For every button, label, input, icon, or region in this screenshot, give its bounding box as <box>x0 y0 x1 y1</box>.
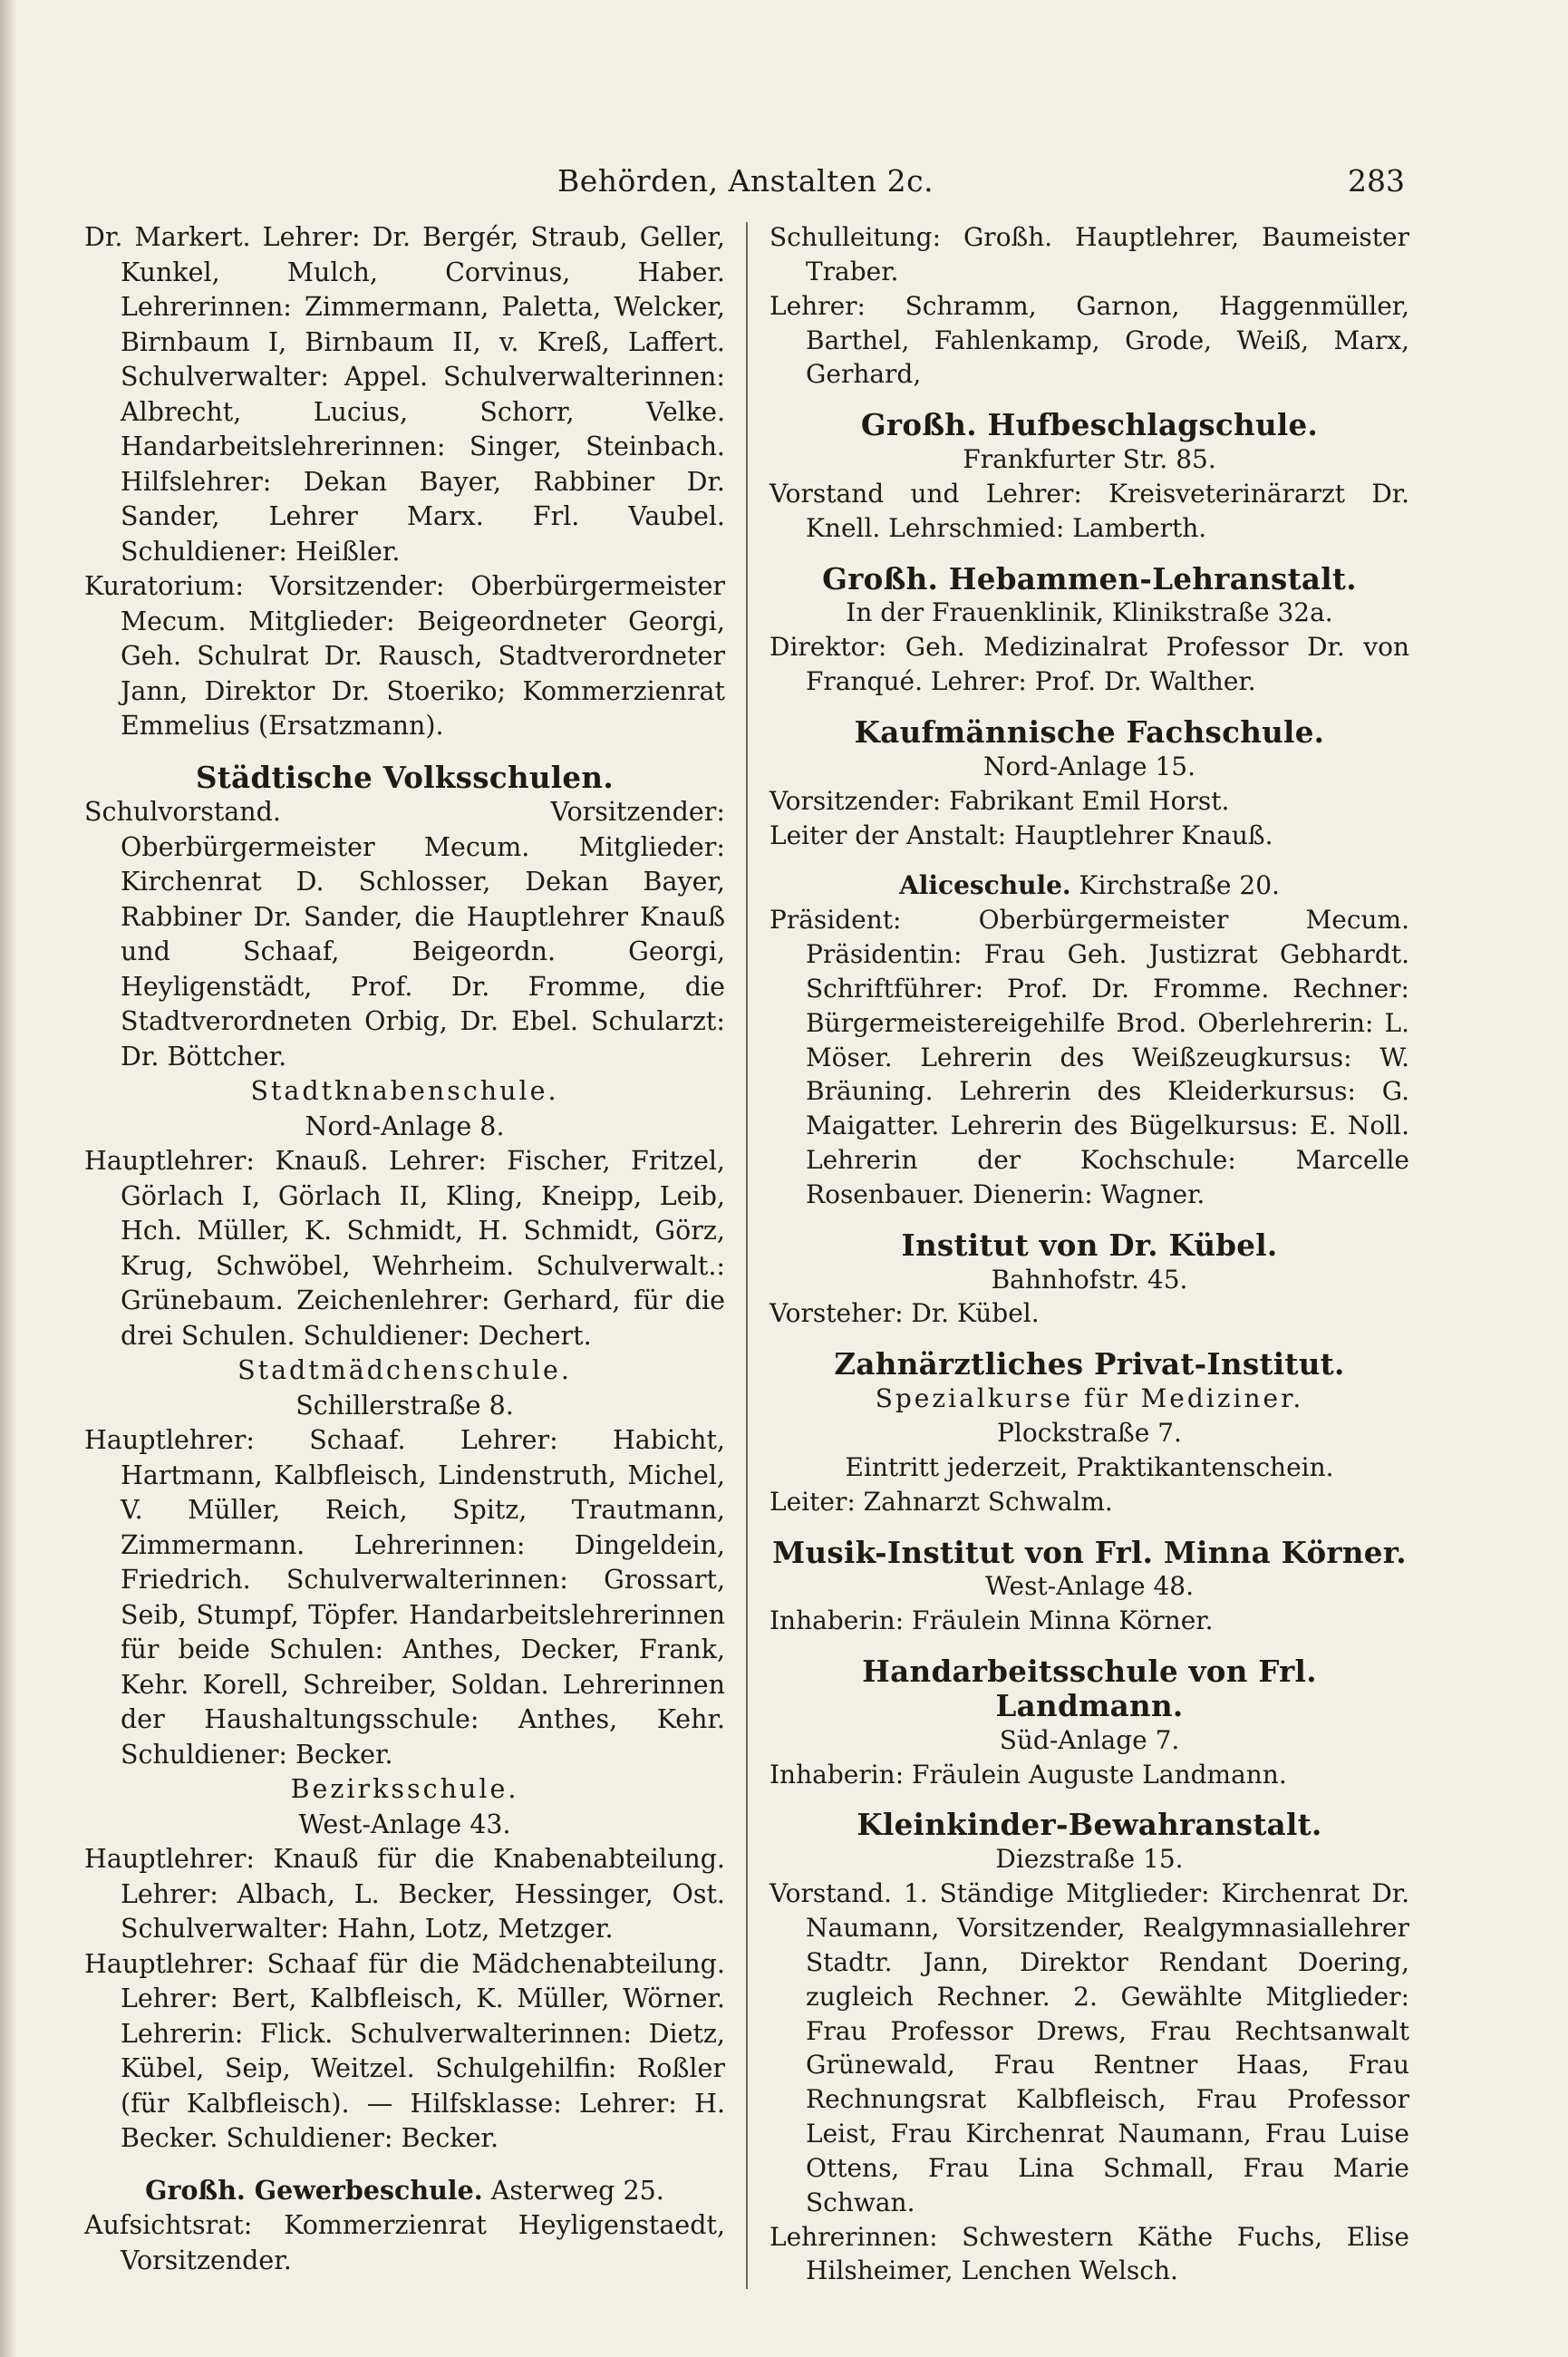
page-number: 283 <box>1348 163 1405 199</box>
entry-paragraph: Vorsitzender: Fabrikant Emil Horst. <box>769 785 1230 816</box>
section-heading: Kaufmännische Fachschule. <box>854 713 1325 750</box>
entry-paragraph: Dr. Markert. Lehrer: Dr. Bergér, Straub, Geller, Kunkel, Mulch, Corvinus, Haber. Lehrerinnen: Zimmermann, Paletta, Welcker, Birnbaum I, Birnbaum II, v. Kreß, Laffert. Schulverwalter: Appel. Schulverwalterinnen: Albrecht, Lucius, Schorr, Velke. Handarbeitslehrerinnen: Singer, Steinbach. Hilfslehrer: Dekan Bayer, Rabbiner Dr. Sander, Lehrer Marx. Frl. Vaubel. Schuldiener: Heißler. <box>84 222 725 567</box>
address-line: Eintritt jederzeit, Praktikantenschein. <box>845 1451 1334 1482</box>
address-line: Asterweg 25. <box>482 2175 664 2206</box>
entry-paragraph: Hauptlehrer: Knauß für die Knabenabteilung. Lehrer: Albach, L. Becker, Hessinger, Ost. Schulverwalter: Hahn, Lotz, Metzger. <box>84 1844 725 1944</box>
section-heading: Handarbeitsschule von Frl. Landmann. <box>862 1654 1317 1723</box>
section-heading-with-address <box>84 2173 725 2209</box>
address-line: West-Anlage 48. <box>985 1571 1194 1602</box>
entry-paragraph: Vorstand. 1. Ständige Mitglieder: Kirchenrat Dr. Naumann, Vorsitzender, Realgymnasiallehrer Stadtr. Jann, Direktor Rendant Doering, zugleich Rechner. 2. Gewählte Mitglieder: Frau Professor Drews, Frau Rechtsanwalt Grünewald, Frau Rentner Haas, Frau Rechnungsrat Kalbfleisch, Frau Professor Leist, Frau Kirchenrat Naumann, Frau Luise Ottens, Frau Lina Schmall, Frau Marie Schwan. <box>769 1878 1409 2217</box>
entry-paragraph: Präsident: Oberbürgermeister Mecum. Präsidentin: Frau Geh. Justizrat Gebhardt. Schriftführer: Prof. Dr. Fromme. Rechner: Bürgermeistereigehilfe Brod. Oberlehrerin: L. Möser. Lehrerin des Weißzeugkursus: W. Bräuning. Lehrerin des Kleiderkursus: G. Maigatter. Lehrerin des Bügelkursus: E. Noll. Lehrerin der Kochschule: Marcelle Rosenbauer. Dienerin: Wagner. <box>769 905 1409 1209</box>
section-heading: Zahnärztliches Privat-Institut. <box>834 1346 1345 1382</box>
address-line: Nord-Anlage 15. <box>983 751 1195 781</box>
entry-paragraph: Lehrerinnen: Schwestern Käthe Fuchs, Elise Hilsheimer, Lenchen Welsch. <box>769 2221 1409 2286</box>
address-line: Kirchstraße 20. <box>1070 870 1280 901</box>
section-heading: Großh. Hufbeschlagschule. <box>860 407 1319 443</box>
entry-paragraph: Vorsteher: Dr. Kübel. <box>769 1298 1040 1329</box>
subsection-title: Stadtmädchenschule. <box>237 1355 572 1385</box>
section-heading: Großh. Hebammen-Lehranstalt. <box>822 560 1357 597</box>
address-line: Nord-Anlage 8. <box>305 1111 505 1141</box>
entry-paragraph: Leiter der Anstalt: Hauptlehrer Knauß. <box>769 820 1273 850</box>
entry-paragraph: Hauptlehrer: Schaaf. Lehrer: Habicht, Hartmann, Kalbfleisch, Lindenstruth, Michel, V. Müller, Reich, Spitz, Trautmann, Zimmermann. Lehrerinnen: Dingeldein, Friedrich. Schulverwalterinnen: Grossart, Seib, Stumpf, Töpfer. Handarbeitslehrerinnen für beide Schulen: Anthes, Decker, Frank, Kehr. Korell, Schreiber, Soldan. Lehrerinnen der Haushaltungsschule: Anthes, Kehr. Schuldiener: Becker. <box>84 1425 725 1770</box>
entry-paragraph: Schulleitung: Großh. Hauptlehrer, Baumeister Traber. <box>769 222 1409 286</box>
left-column <box>84 220 725 2278</box>
entry-paragraph: Vorstand und Lehrer: Kreisveterinärarzt Dr. Knell. Lehrschmied: Lamberth. <box>769 478 1409 543</box>
entry-paragraph: Hauptlehrer: Schaaf für die Mädchenabteilung. Lehrer: Bert, Kalbfleisch, K. Müller, Wörner. Lehrerin: Flick. Schulverwalterinnen: Dietz, Kübel, Seip, Weitzel. Schulgehilfin: Roßler (für Kalbfleisch). — Hilfsklasse: Lehrer: H. Becker. Schuldiener: Becker. <box>84 1948 725 2153</box>
address-line: Süd-Anlage 7. <box>999 1724 1180 1755</box>
section-heading: Musik-Institut von Frl. Minna Körner. <box>772 1534 1407 1570</box>
section-heading: Städtische Volksschulen. <box>196 759 614 795</box>
section-heading-with-address <box>769 868 1409 903</box>
column-divider <box>746 222 748 2289</box>
address-line: Bahnhofstr. 45. <box>991 1264 1188 1295</box>
subsection-title: Bezirksschule. <box>290 1774 519 1804</box>
entry-paragraph: Aufsichtsrat: Kommerzienrat Heyligenstaedt, Vorsitzender. <box>84 2210 725 2275</box>
entry-paragraph: Inhaberin: Fräulein Auguste Landmann. <box>769 1759 1287 1790</box>
section-heading: Aliceschule. <box>899 870 1071 901</box>
page-binding-shadow <box>0 0 16 2357</box>
running-title: Behörden, Anstalten 2c. <box>557 163 934 199</box>
address-line: Plockstraße 7. <box>997 1418 1182 1448</box>
entry-paragraph: Schulvorstand. Vorsitzender: Oberbürgermeister Mecum. Mitglieder: Kirchenrat D. Schlosser, Dekan Bayer, Rabbiner Dr. Sander, die Hauptlehrer Knauß und Schaaf, Beigeordn. Georgi, Heyligenstädt, Prof. Dr. Fromme, die Stadtverordneten Orbig, Dr. Ebel. Schularzt: Dr. Böttcher. <box>84 797 725 1072</box>
entry-paragraph: Lehrer: Schramm, Garnon, Haggenmüller, Barthel, Fahlenkamp, Grode, Weiß, Marx, Gerhard, <box>769 290 1409 390</box>
entry-paragraph: Hauptlehrer: Knauß. Lehrer: Fischer, Fritzel, Görlach I, Görlach II, Kling, Kneipp, Leib, Hch. Müller, K. Schmidt, H. Schmidt, Görz, Krug, Schwöbel, Wehrheim. Schulverwalt.: Grünebaum. Zeichenlehrer: Gerhard, für die drei Schulen. Schuldiener: Dechert. <box>84 1146 725 1351</box>
subsection-title: Stadtknabenschule. <box>250 1076 559 1106</box>
section-heading: Institut von Dr. Kübel. <box>901 1227 1278 1263</box>
entry-paragraph: Leiter: Zahnarzt Schwalm. <box>769 1486 1113 1517</box>
address-line: West-Anlage 43. <box>298 1809 511 1839</box>
address-line: Diezstraße 15. <box>995 1844 1184 1875</box>
entry-paragraph: Inhaberin: Fräulein Minna Körner. <box>769 1605 1214 1636</box>
address-line: In der Frauenklinik, Klinikstraße 32a. <box>846 597 1333 628</box>
entry-paragraph: Kuratorium: Vorsitzender: Oberbürgermeister Mecum. Mitglieder: Beigeordneter Georgi, Geh. Schulrat Dr. Rausch, Stadtverordneter Jann, Direktor Dr. Stoeriko; Kommerzienrat Emmelius (Ersatzmann). <box>84 571 725 741</box>
section-heading: Großh. Gewerbeschule. <box>145 2174 483 2206</box>
right-column <box>769 220 1409 2288</box>
address-line: Schillerstraße 8. <box>295 1390 514 1421</box>
running-head <box>0 163 1568 209</box>
section-heading: Kleinkinder-Bewahranstalt. <box>857 1807 1322 1843</box>
entry-paragraph: Direktor: Geh. Medizinalrat Professor Dr. von Franqué. Lehrer: Prof. Dr. Walther. <box>769 632 1409 697</box>
address-line: Frankfurter Str. 85. <box>963 444 1216 475</box>
subsection-title: Spezialkurse für Mediziner. <box>875 1383 1304 1414</box>
